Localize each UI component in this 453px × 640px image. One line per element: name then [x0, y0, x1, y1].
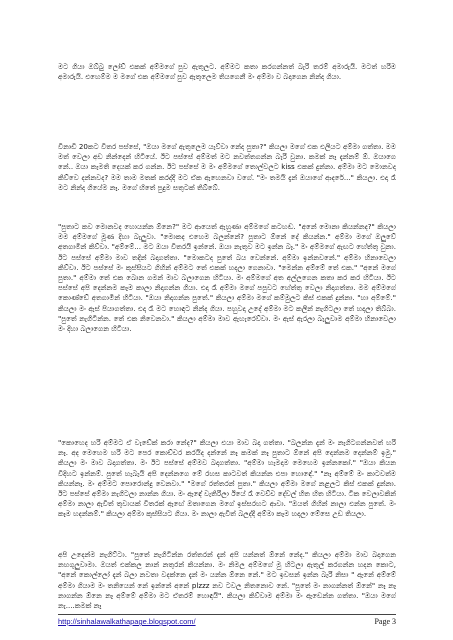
paragraph-1: මට ගියා ඔබ්බු ලෝඩ් එකක් අම්මගේ පුව ඇතුලට. අම්මට කතා කරගන්නත් බැරි තරම් අමාරුයි. මටත් හරිම අමාරුයි. එහෙම්ම ම මගේ එක අම්මගේ පුව ඇතුලෙම තියගෙනී මං අම්මා ව බදාගෙන නින්ද ගියා.: [58, 62, 396, 82]
page-footer: [58, 617, 396, 626]
blog-link[interactable]: http://sinhalawalkathapage.blogspot.com/: [58, 617, 196, 626]
paragraph-2: විනාඩි 20කට විතර පස්සේ, "ඔයා මගේ ඇතුලෙම යැව්වා නේද පුතා?" කියලා මගේ එක එලියට අම්මා ගත්තා. මම මත් වෙලා අඩ නින්දෙන් හිටියේ. ඊට පස්සේ අම්මත් මට නවත්තගන්න බැරි වුනා. කමක් නෑ දැන්නම් ඕ. ඔයාගෙ නේ.. ඔයා කැමති දෙයක් කර ගන්න. ඊට පස්සේ ම මං අම්මගේ තොල්වලට kiss එකක් දුන්නා. අම්මා මට මොනවද කිව්වෙ දන්නවද? මම තාම මතක් කරද්දී මට ඒක ඇහෙනවා වගේ. "මං තමයි දැන් ඔයාගේ ආදරේ..." කියලා. එදා රෑ මට නින්ද ගියේම නෑ. මගේ හිතේ පුදුම සතුටක් තිබ්බේ.: [58, 142, 396, 192]
footer-divider: [58, 614, 396, 615]
page-number: Page 3: [374, 617, 396, 626]
paragraph-3: "පුතාට කව මොනවද හොයන්න ඕනෙ?" මට ආයෙත් ඇහුණා අම්මගේ කටහඬ. "අනේ මොනා කියන්නද?" කියලා මම අම්මගේ මූණ දිහා බැලුවා. "මොකද එහෙම බලන්නේ? පුතාට ඕනේ දේ කියන්න." අම්මා මගේ ඔලුවේ අතගාමින් කිව්වා. "අම්මේ... මට ඔයා විතරයි ඉන්නේ. ඔයා නැතුව මට ඉන්න බෑ." මං අම්මගේ ඇඟට හේත්තු වුනා. ඊට පස්සේ අම්මා මාව තදින් බදාගත්තා. "මොකටද පුතේ බය වෙන්නේ. අම්මා ඉන්නවනේ." අම්මා හිනාවෙලා කිව්වා. ඊට පස්සේ මං කුස්සියට ගිහින් අම්මට තේ එකක් හදලා ගෙනාවා. "මෙන්න අම්මේ තේ එක." "අනේ මගේ පුතා." අම්මා තේ එක බොන ගමන් මාව බලාගෙන හිටියා. මං අම්මගේ අත අල්ලගෙන කතා කර කර හිටියා. ඊට පස්සේ අපි දෙන්නම කෑම කාලා නිදාගන්න ගියා. එදා රෑ අම්මා මගේ පපුවට හේත්තු වෙලා නිදාගත්තා. මම අම්මගේ කොණ්ඩේ අතගාමින් හිටියා. "ඔයා නිදාගන්න පුතේ." කියලා අම්මා මගේ කම්මුලට කිස් එකක් දුන්නා. "හා අම්මේ." කියලා මං ඇස් පියාගත්තා. එදා රෑ මට හොඳට නින්ද ගියා. පහුවදා උදේ අම්මා මට කලින් නැගිටලා තේ හදලා තිබ්බා. "පුතේ නැගිටින්න. තේ එක නිවෙනවා." කියලා අම්මා මාව ඇහැරෙව්වා. මං ඇස් ඇරලා බැලුවාම අම්මා හිනාවෙලා මං දිහා බලාගෙන හිටියා.: [58, 222, 396, 334]
paragraph-4: "කොහෙද හරි අම්මට ඒ වැඩේක් කරා නේද?" කියලා එයා මාව බදා ගත්තා. "බලන්න දැන් මං නැගිටගන්නවත් හරි නෑ. අද මෙහෙම හරි මට පෙර කොච්චර කරයිද දන්නේ නෑ කමක් නෑ පුතාට ඕනේ අපි දෙන්නම දෙන්නම් ඉමු." කියලා මං මාව බදාගත්තා. මං ඊට පස්සේ අම්මව බදාගත්තා. "අම්මා හැමදාම මෙහෙම ඉන්නකෝ." "ඔයා කියන විදිහට ඉන්නම්. පුතේ හැබැයි අපි දෙන්නගෙ මේ රහස කාටවත් කියන්න එපා හොඳේ." "නෑ අම්මේ මං කාටවත්ම කියන්නෑ. මං අම්මට පොරොන්දු වෙනවා." "මගේ රත්තරන් පුතා." කියලා අම්මා මගේ නළලට කිස් එකක් දුන්නා. ඊට පස්සේ අම්මා නැගිටලා නාන්න ගියා. මං ඇඳේ වැතිරිලා ඊයේ රෑ වෙච්ච දේවල් හිත හිත හිටියා. ටික වෙලාවකින් අම්මා නාලා ඇවිත් තුවායක් විතරක් ඇඟේ ඔතාගෙන මගේ ඉස්සරහට ආවා. "ඔයත් ගිහින් නාලා එන්න පුතේ. මං කෑම හදන්නම්." කියලා අම්මා කුස්සියට ගියා. මං නාලා ඇවිත් බලද්දී අම්මා කෑම හදලා මේසෙ උඩ තියලා.: [58, 438, 396, 519]
paragraph-5: අපි උදෙන්ම නැගිට්ටා. "පුතේ නැගිටින්න රත්තරන් දැන් අපි යන්නත් ඕනේ නේද." කියලා අම්මා මාව බදාගෙන නහගුලුවාමා. ඔයත් එක්කල නාන් නතුරන් කියන්නා. මං නිමල අම්මගේ මු හිටලා ඇතුල් කරගන්න හදන කොට, "අනේ කොල්ලෝ දැන් බලා නවතා වදක්නෙ දැන් මං යන්න ඕනෙ නේ." මට ඉවසන් ඉන්න බැරි නිසා " ඇනේ අම්මේ අම්මා ගියාම මං තනියෙන් නේ ඉන්නේ අනේ plzzz නව ටවල නිතනොව නේ. "පුතේ මං නාගන්නත් ඕනේ" නෑ නෑ නාගන්න ඕනෙ නෑ අම්මේ අම්මා මට ඒතරම් හොඳයි". කියලා කිව්වාම අම්මා මං ඇඩෙන්න ගත්තා. "ඔයා මගේ නැ....කමක් නෑ: [58, 550, 396, 611]
